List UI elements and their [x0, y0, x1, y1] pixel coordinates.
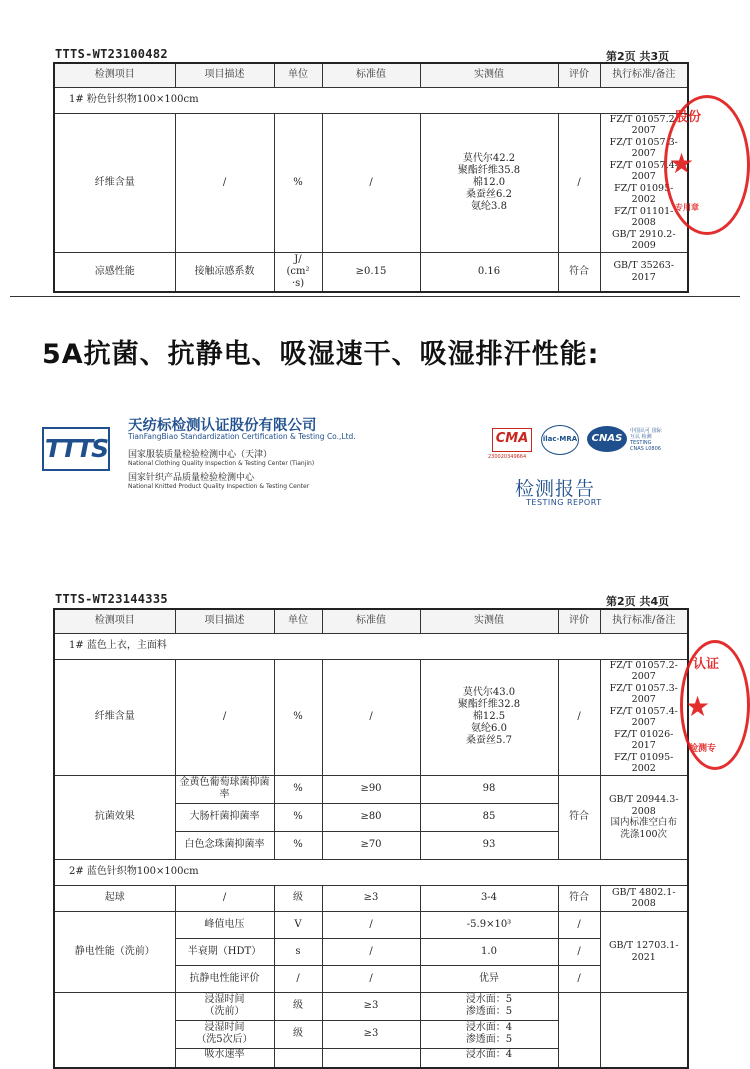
item-values: [420, 659, 558, 775]
item-desc: 白色念珠菌抑菌率: [175, 831, 274, 859]
col-header: 实测值: [420, 609, 558, 633]
item-standard: GB/T 35263-2017: [600, 252, 688, 292]
table-row: [54, 113, 688, 252]
item-std: [322, 1048, 420, 1068]
col-header: 检测项目: [54, 63, 175, 87]
ttts-logo: TTTS: [42, 427, 110, 471]
item-value: -5.9×10³: [420, 911, 558, 938]
value-line: 棉12.0: [472, 176, 506, 188]
item-eval: 符合: [558, 252, 600, 292]
sample-label: 1# 蓝色上衣，主面料: [54, 633, 688, 659]
section-title: 5A抗菌、抗静电、吸湿速干、吸湿排汗性能:: [42, 339, 600, 370]
standard-line: FZ/T 01095-2002: [614, 751, 674, 774]
item-desc: /: [175, 113, 274, 252]
item-eval: /: [558, 911, 600, 938]
item-unit: %: [274, 831, 322, 859]
item-std: /: [322, 938, 420, 965]
value-line: 渗透面：5: [465, 1034, 513, 1045]
col-header: 执行标准/备注: [600, 63, 688, 87]
cnas-logo: CNAS: [587, 426, 627, 452]
item-eval: /: [558, 965, 600, 992]
standard-line: FZ/T 01057.2-2007: [609, 113, 678, 136]
table-row: [54, 659, 688, 775]
table-row: [54, 859, 688, 885]
item-standard: GB/T 4802.1-2008: [600, 885, 688, 911]
item-desc: 抗静电性能评价: [175, 965, 274, 992]
item-unit: 级: [274, 885, 322, 911]
item-std: ≥90: [322, 775, 420, 803]
item-standard: [600, 992, 688, 1068]
section-divider: [10, 296, 740, 297]
standard-line: 洗涤100次: [620, 828, 668, 840]
standard-line: GB/T 20944.3-2008: [608, 794, 679, 817]
item-unit: s: [274, 938, 322, 965]
value-line: 聚酯纤维35.8: [457, 164, 521, 176]
item-std: ≥70: [322, 831, 420, 859]
standard-line: FZ/T 01095-2002: [614, 182, 674, 205]
report-number: TTTS-WT23144335: [55, 592, 168, 606]
item-eval: [558, 992, 600, 1068]
item-desc: 接触凉感系数: [175, 252, 274, 292]
item-desc: /: [175, 659, 274, 775]
value-line: 莫代尔42.2: [462, 152, 516, 164]
standard-line: FZ/T 01057.3-2007: [609, 682, 678, 705]
value-line: 氨纶3.8: [471, 200, 507, 212]
standard-line: FZ/T 01026-2017: [614, 728, 674, 751]
item-standards: [600, 659, 688, 775]
report2-table: [53, 608, 689, 1069]
col-header: 标准值: [322, 609, 420, 633]
page-number: 第2页 共4页: [606, 595, 670, 608]
official-seal-2: [680, 640, 750, 770]
item-value: 优异: [420, 965, 558, 992]
item-unit: %: [274, 775, 322, 803]
item-standard: GB/T 12703.1-2021: [600, 911, 688, 992]
item-value: 85: [420, 803, 558, 831]
item-std: /: [322, 965, 420, 992]
col-header: 标准值: [322, 63, 420, 87]
value-line: 莫代尔43.0: [462, 687, 516, 698]
item-value: 0.16: [420, 252, 558, 292]
value-line: 聚酯纤维32.8: [457, 699, 521, 710]
col-header: 检测项目: [54, 609, 175, 633]
sample-label: 2# 蓝色针织物100×100cm: [54, 859, 688, 885]
item-unit: V: [274, 911, 322, 938]
item-eval: /: [558, 659, 600, 775]
desc-line: （洗5次后）: [196, 1034, 253, 1045]
item-desc: [175, 1020, 274, 1048]
seal-text: 认证: [693, 657, 720, 672]
item-values: [420, 113, 558, 252]
item-standards: [600, 775, 688, 859]
item-std: ≥3: [322, 885, 420, 911]
item-std: ≥3: [322, 1020, 420, 1048]
item-eval: /: [558, 938, 600, 965]
center2-cn: 国家针织产品质量检验检测中心: [128, 473, 255, 483]
col-header: 实测值: [420, 63, 558, 87]
item-eval: /: [558, 113, 600, 252]
report-number: TTTS-WT23100482: [55, 47, 168, 61]
col-header: 单位: [274, 609, 322, 633]
table-header-row: [54, 63, 688, 87]
item-value: 98: [420, 775, 558, 803]
official-seal-1: [664, 95, 750, 235]
org-name-en: TianFangBiao Standardization Certification & Testing Co.,Ltd.: [128, 432, 356, 441]
table-row: [54, 992, 688, 1020]
item-value: 3-4: [420, 885, 558, 911]
unit-line: J/: [294, 253, 302, 265]
item-desc: 峰值电压: [175, 911, 274, 938]
org-name-cn: 天纺标检测认证股份有限公司: [128, 418, 317, 434]
item-name: 抗菌效果: [54, 775, 175, 859]
unit-line: ·s): [291, 277, 305, 289]
col-header: 单位: [274, 63, 322, 87]
page-number: 第2页 共3页: [606, 50, 670, 63]
seal-subtext: 专用章: [675, 203, 699, 212]
standard-line: FZ/T 01057.2-2007: [609, 659, 678, 682]
item-unit: %: [274, 659, 322, 775]
star-icon: ★: [685, 690, 711, 723]
item-std: /: [322, 911, 420, 938]
item-unit: /: [274, 965, 322, 992]
center1-cn: 国家服装质量检验检测中心（天津）: [128, 450, 273, 460]
item-std: ≥80: [322, 803, 420, 831]
item-std: /: [322, 659, 420, 775]
item-name: 纤维含量: [54, 659, 175, 775]
seal-subtext: 检测专: [689, 744, 717, 754]
desc-line: 浸湿时间: [204, 994, 245, 1005]
item-name: 纤维含量: [54, 113, 175, 252]
value-line: 桑蚕丝5.7: [466, 735, 512, 746]
item-unit: %: [274, 803, 322, 831]
table-header-row: [54, 609, 688, 633]
standard-line: 国内标准空白布: [610, 817, 677, 828]
cnas-note: 中国认可 国际互认 检测 TESTING CNAS L0806: [630, 428, 662, 452]
table-row: [54, 87, 688, 113]
value-line: 渗透面：5: [465, 1006, 513, 1017]
ilac-mra-logo: ilac-MRA: [541, 425, 579, 455]
value-line: 棉12.5: [472, 711, 506, 722]
standard-line: GB/T 2910.2-2009: [611, 228, 676, 251]
cma-logo: CMA: [492, 428, 532, 452]
standard-line: FZ/T 01057.3-2007: [609, 136, 678, 159]
item-value: 浸水面：4: [420, 1048, 558, 1068]
item-std: ≥0.15: [322, 252, 420, 292]
desc-line: （洗前）: [204, 1006, 245, 1017]
standard-line: FZ/T 01057.4-2007: [609, 159, 678, 182]
item-unit: [274, 252, 322, 292]
item-value: [420, 1020, 558, 1048]
item-name: 起球: [54, 885, 175, 911]
table-row: [54, 252, 688, 292]
cma-number: 230020349664: [488, 454, 527, 460]
value-line: 浸水面：4: [465, 1022, 513, 1033]
item-std: ≥3: [322, 992, 420, 1020]
item-desc: /: [175, 885, 274, 911]
item-desc: 大肠杆菌抑菌率: [175, 803, 274, 831]
item-value: 1.0: [420, 938, 558, 965]
item-unit: 级: [274, 992, 322, 1020]
value-line: 浸水面：5: [465, 994, 513, 1005]
report1-table: [53, 62, 689, 293]
center2-en: National Knitted Product Quality Inspection & Testing Center: [128, 483, 310, 490]
star-icon: ★: [669, 147, 695, 180]
item-eval: 符合: [558, 885, 600, 911]
item-name: [54, 992, 175, 1068]
unit-line: (cm²: [286, 265, 310, 277]
item-unit: 级: [274, 1020, 322, 1048]
table-row: [54, 911, 688, 938]
center1-en: National Clothing Quality Inspection & Testing Center (Tianjin): [128, 460, 315, 467]
desc-line: 浸湿时间: [204, 1022, 245, 1033]
item-value: 93: [420, 831, 558, 859]
col-header: 执行标准/备注: [600, 609, 688, 633]
item-desc: 吸水速率: [175, 1048, 274, 1068]
item-desc: 金黄色葡萄球菌抑菌率: [175, 775, 274, 803]
item-unit: [274, 1048, 322, 1068]
item-name: 凉感性能: [54, 252, 175, 292]
item-desc: [175, 992, 274, 1020]
col-header: 项目描述: [175, 63, 274, 87]
item-eval: 符合: [558, 775, 600, 859]
col-header: 评价: [558, 609, 600, 633]
standard-line: FZ/T 01057.4-2007: [609, 705, 678, 728]
report-title-en: TESTING REPORT: [526, 498, 602, 507]
seal-text: 股份: [675, 110, 702, 125]
sample-label: 1# 粉色针织物100×100cm: [54, 87, 688, 113]
report-title-cn: 检测报告: [515, 478, 596, 500]
item-value: [420, 992, 558, 1020]
col-header: 项目描述: [175, 609, 274, 633]
standard-line: FZ/T 01101-2008: [614, 205, 674, 228]
item-desc: 半衰期（HDT）: [175, 938, 274, 965]
table-row: [54, 775, 688, 803]
table-row: [54, 885, 688, 911]
col-header: 评价: [558, 63, 600, 87]
value-line: 桑蚕丝6.2: [466, 188, 512, 200]
item-name: 静电性能（洗前）: [54, 911, 175, 992]
value-line: 氨纶6.0: [471, 723, 507, 734]
table-row: [54, 633, 688, 659]
item-unit: %: [274, 113, 322, 252]
item-std: /: [322, 113, 420, 252]
